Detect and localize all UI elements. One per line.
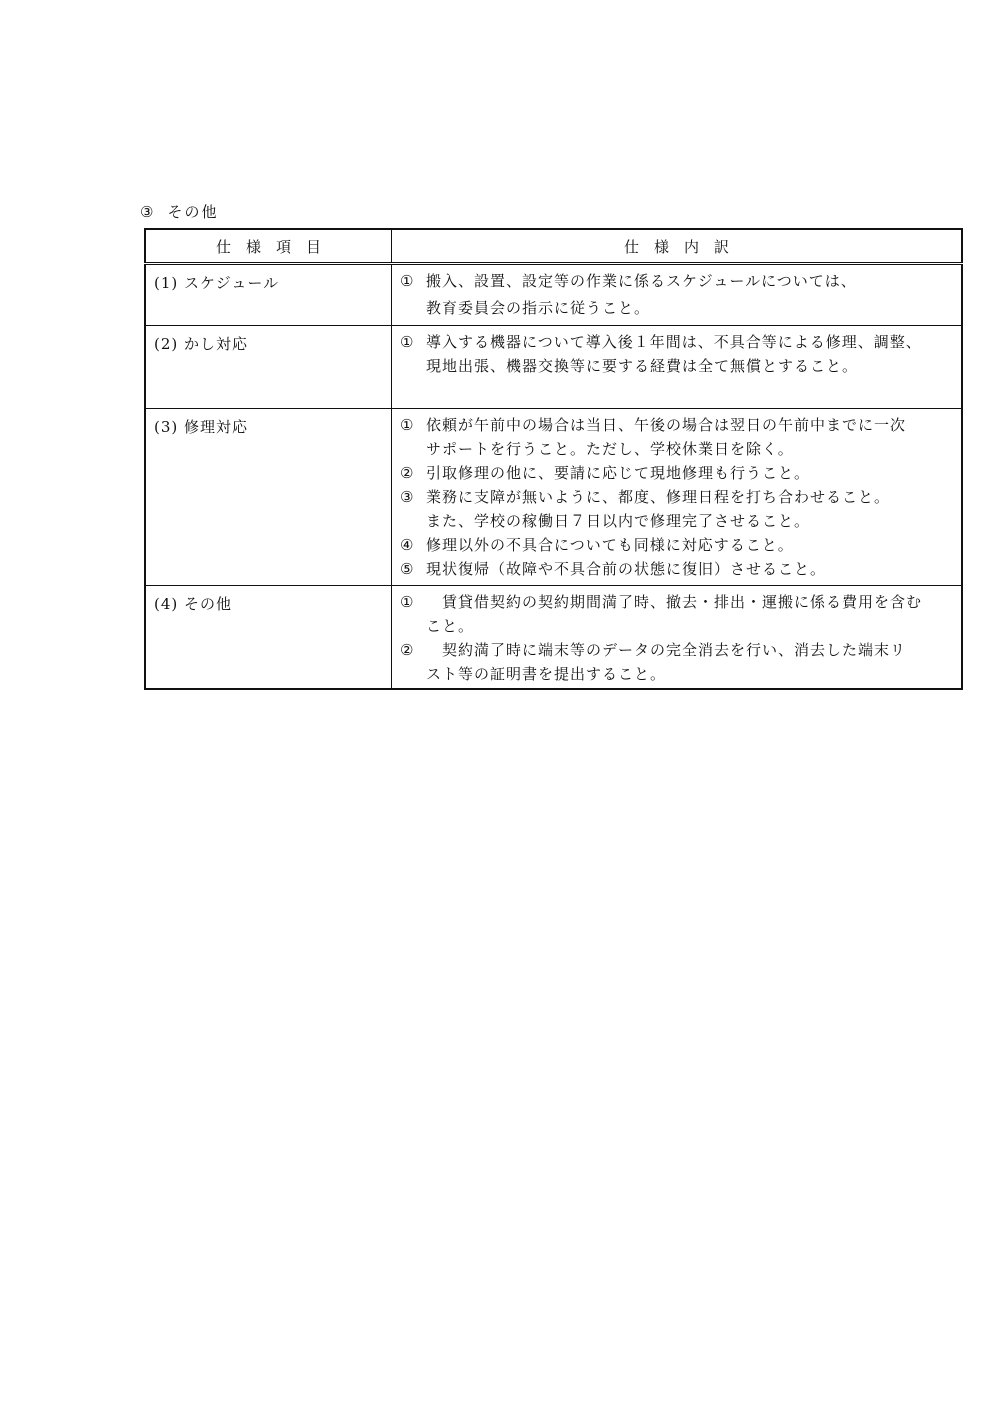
list-item xyxy=(400,269,955,323)
section-number: ③ xyxy=(140,203,156,221)
item-number: ④ xyxy=(400,536,415,554)
item-number: ③ xyxy=(400,488,415,506)
category-label: (2) かし対応 xyxy=(154,335,249,353)
table-row xyxy=(145,586,962,690)
item-text: また、学校の稼働日７日以内で修理完了させること。 xyxy=(426,512,811,530)
section-title: その他 xyxy=(167,203,219,221)
header-spec-detail: 仕 様 内 訳 xyxy=(392,229,963,264)
item-number: ① xyxy=(400,416,415,434)
list-item xyxy=(400,330,955,378)
detail-cell xyxy=(392,586,963,690)
header-row xyxy=(145,229,962,264)
item-text: こと。 xyxy=(426,617,475,635)
list-item xyxy=(400,485,955,533)
item-number: ① xyxy=(400,333,415,351)
item-text: 契約満了時に端末等のデータの完全消去を行い、消去した端末リ xyxy=(426,641,907,659)
table-row xyxy=(145,409,962,586)
detail-cell xyxy=(392,264,963,326)
item-text: 現地出張、機器交換等に要する経費は全て無償とすること。 xyxy=(426,357,859,375)
item-number: ② xyxy=(400,641,415,659)
list-item xyxy=(400,413,955,461)
item-text: 賃貸借契約の契約期間満了時、撤去・排出・運搬に係る費用を含む xyxy=(426,593,923,611)
list-item xyxy=(400,461,955,485)
item-number: ⑤ xyxy=(400,560,415,578)
category-label: (1) スケジュール xyxy=(154,274,280,292)
item-text: 教育委員会の指示に従うこと。 xyxy=(426,299,651,317)
section-heading xyxy=(140,201,218,223)
table-row xyxy=(145,326,962,409)
list-item xyxy=(400,557,955,581)
item-number: ② xyxy=(400,464,415,482)
category-cell xyxy=(145,409,392,586)
item-text: 搬入、設置、設定等の作業に係るスケジュールについては、 xyxy=(426,272,857,290)
item-text: 依頼が午前中の場合は当日、午後の場合は翌日の午前中までに一次 xyxy=(426,416,907,434)
item-text: スト等の証明書を提出すること。 xyxy=(426,665,667,683)
item-text: 引取修理の他に、要請に応じて現地修理も行うこと。 xyxy=(426,464,811,482)
category-label: (4) その他 xyxy=(154,595,233,613)
category-cell xyxy=(145,586,392,690)
table-row xyxy=(145,264,962,326)
category-label: (3) 修理対応 xyxy=(154,418,249,436)
item-number: ① xyxy=(400,272,415,290)
category-cell xyxy=(145,326,392,409)
list-item xyxy=(400,590,955,638)
detail-cell xyxy=(392,409,963,586)
item-number: ① xyxy=(400,593,415,611)
detail-cell xyxy=(392,326,963,409)
spec-table xyxy=(144,228,963,690)
item-text: 業務に支障が無いように、都度、修理日程を打ち合わせること。 xyxy=(426,488,891,506)
item-text: 導入する機器について導入後１年間は、不具合等による修理、調整、 xyxy=(426,333,922,351)
header-spec-item: 仕 様 項 目 xyxy=(145,229,392,264)
category-cell xyxy=(145,264,392,326)
list-item xyxy=(400,533,955,557)
item-text: サポートを行うこと。ただし、学校休業日を除く。 xyxy=(426,440,794,458)
list-item xyxy=(400,638,955,686)
item-text: 現状復帰（故障や不具合前の状態に復旧）させること。 xyxy=(426,560,827,578)
item-text: 修理以外の不具合についても同様に対応すること。 xyxy=(426,536,794,554)
